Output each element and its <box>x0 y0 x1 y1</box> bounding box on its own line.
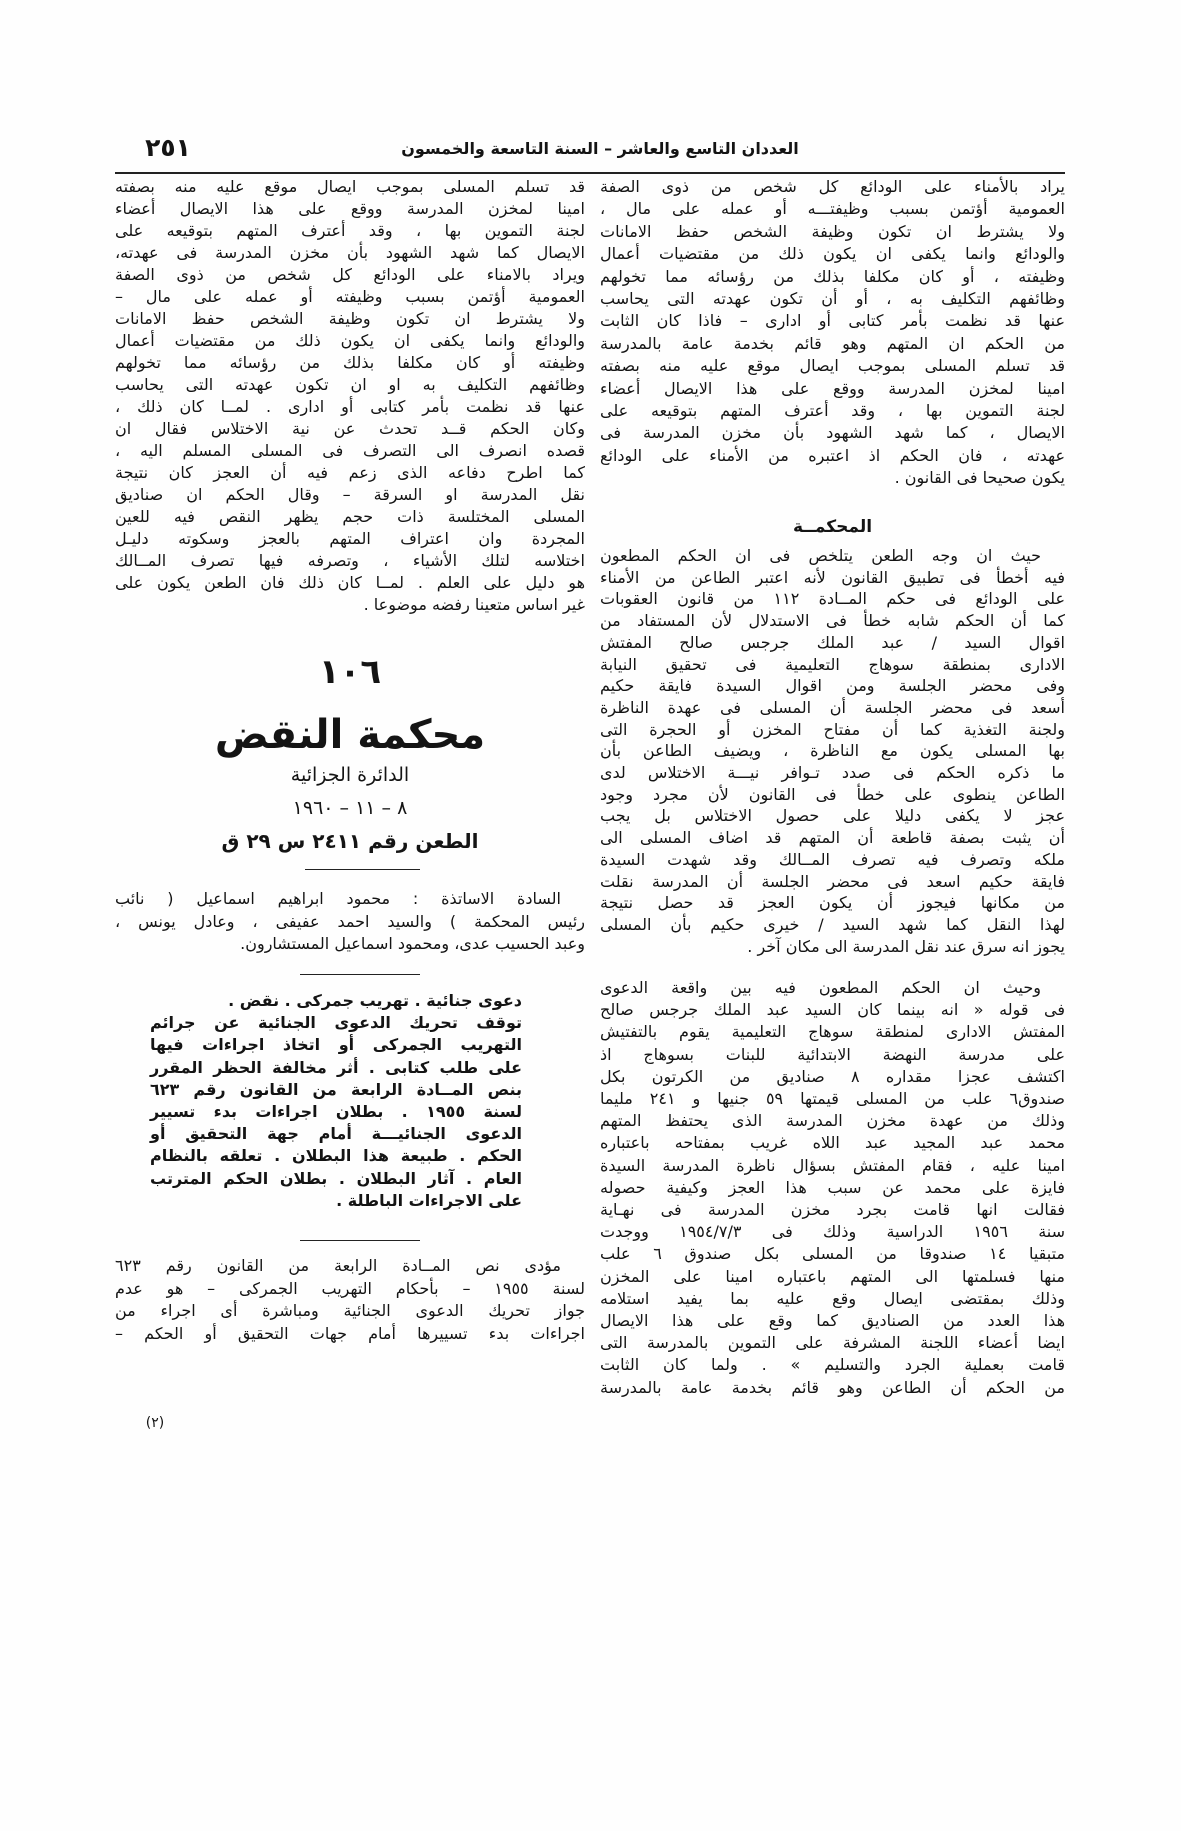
text-line: وحيث ان الحكم المطعون فيه بين واقعة الدعوى <box>600 978 1041 997</box>
text-line: الادارى بمنطقة سوهاج التعليمية فى تحقيق النيابة <box>600 654 1065 674</box>
text-line: دعوى جنائية . تهريب جمركى . نقض . <box>228 991 522 1010</box>
text-line: امينا عليه ، فقام المفتش بسؤال ناظرة المدرسة السيدة <box>600 1155 1065 1175</box>
text-line: عنها قد نظمت بأمر كتابى أو ادارى . لمــا كان ذلك ، <box>115 397 585 416</box>
text-line: اقوال السيد / عبد الملك جرجس صالح المفتش <box>600 632 1065 652</box>
text-line: كما أن الحكم شابه خطأ فى الاستدلال لأن المستفاد من <box>600 611 1065 631</box>
ruling-date: ٨ – ١١ – ١٩٦٠ <box>292 797 408 819</box>
page-number: ٢٥١ <box>145 133 191 162</box>
text-line: أسعد فى محضر الجلسة أن المسلى فى عهدة الناظرة <box>600 697 1065 717</box>
text-line: نقل المدرسة او السرقة – وقال الحكم ان صناديق <box>115 485 585 504</box>
text-line: غير اساس متعينا رفضه موضوعا . <box>363 595 585 614</box>
legal-principle-paragraph <box>115 1255 585 1345</box>
text-line: العام . آثار البطلان . بطلان الحكم المترتب <box>150 1168 522 1188</box>
text-line: فقالت انها قامت بجرد مخزن المدرسة فى نهـاية <box>600 1200 1065 1220</box>
text-line: فى قوله « انه بينما كان السيد عبد الملك جرجس صالح <box>600 1000 1065 1020</box>
text-line: سنة ١٩٥٦ الدراسية وذلك فى ١٩٥٤/٧/٣ ووجدت <box>600 1222 1066 1242</box>
text-line: لسنة ١٩٥٥ – بأحكام التهريب الجمركى – هو عدم <box>115 1278 586 1298</box>
text-line: السادة الاساتذة : محمود ابراهيم اسماعيل ( نائب <box>115 889 561 908</box>
text-line: عنها قد نظمت بأمر كتابى أو ادارى – فاذا كان الثابت <box>600 311 1065 331</box>
text-line: رئيس المحكمة ) والسيد احمد عفيفى ، وعادل يونس ، <box>115 911 585 931</box>
text-line: أن يثبت بصفة قاطعة أن المتهم قد اضاف المسلى الى <box>600 828 1065 848</box>
text-line: اكتشف عجزا مقداره ٨ صناديق من الكرتون بكل <box>600 1066 1065 1086</box>
text-line: يراد بالأمناء على الودائع كل شخص من ذوى الصفة <box>600 177 1065 196</box>
text-line: ولا يشترط ان تكون وظيفة الشخص حفظ الامانات <box>600 221 1065 241</box>
text-line: العمومية أؤتمن بسبب وظيفتـــه أو عمله على مال ، <box>600 199 1065 219</box>
section-heading-court: المحكمــة <box>792 517 873 537</box>
text-line: ملكه وتصرف فيه تصرف المــالك وقد شهدت السيدة <box>600 849 1065 869</box>
text-line: توقف تحريك الدعوى الجنائية عن جرائم <box>150 1013 522 1033</box>
text-line: الطاعن ينطوى على خطأ فى القانون لأن مجرد وجود <box>600 784 1065 804</box>
text-line: من الحكم ان المتهم وهو قائم بخدمة عامة بالمدرسة <box>600 333 1065 353</box>
text-line: ولا يشترط ان تكون وظيفة الشخص حفظ الامانات <box>115 309 585 328</box>
text-line: وظائفهم التكليف به ، أو أن تكون عهدته التى يحاسب <box>600 289 1065 309</box>
text-line: اجراءات بدء تسييرها أمام جهات التحقيق أو الحكم – <box>115 1323 585 1343</box>
text-line: المجردة وان اعتراف المتهم بالعجز وسكوته دليـل <box>115 529 585 548</box>
court-name-title: محكمة النقض <box>214 712 486 758</box>
text-line: على طلب كتابى . أثر مخالفة الحظر المقرر <box>150 1057 522 1077</box>
text-line: فايزة على محمد عن سبب هذا العجز وكيفية حصوله <box>600 1177 1065 1197</box>
text-line: وظائفهم التكليف به او ان تكون عهدته التى يحاسب <box>115 375 585 394</box>
text-line: وذلك من عهدة مخزن المدرسة الذى يحتفظ المتهم <box>600 1111 1065 1131</box>
text-line: يجوز انه سرق عند نقل المدرسة الى مكان آخر . <box>747 936 1065 956</box>
text-line: منها فسلمتها الى المتهم باعتباره امينا على المخزن <box>600 1266 1065 1286</box>
text-line: وظيفته ، أو كان مكلفا بذلك من رؤسائه مما تخولهم <box>600 266 1065 286</box>
text-line: الايصال كما شهد الشهود بأن مخزن المدرسة فى عهدته، <box>115 243 585 262</box>
text-line: والودائع وانما يكفى ان يكون ذلك من مقتضيات أعمال <box>600 244 1065 264</box>
text-line: عجز لا يكفى دليلا على حصول الاختلاس بل يجب <box>600 806 1065 826</box>
text-line: وفى محضر الجلسة ومن اقوال السيدة فايقة حكيم <box>600 676 1065 696</box>
left-column-paragraph-1 <box>115 176 585 616</box>
text-line: هذا العدد من الصناديق كما وقع على هذا الايصال <box>600 1311 1065 1331</box>
headnote-summary <box>150 990 522 1212</box>
text-line: من الحكم أن الطاعن وهو قائم بخدمة عامة بالمدرسة <box>600 1377 1065 1397</box>
right-column-paragraph-2 <box>600 545 1065 957</box>
text-line: من مكانها فيجوز أن يكون العجز قد حصل نتيجة <box>600 893 1065 913</box>
section-divider <box>300 974 420 975</box>
text-line: جواز تحريك الدعوى الجنائية ومباشرة أى اجراء من <box>115 1301 585 1320</box>
text-line: على الودائع فى حكم المــادة ١١٢ من قانون العقوبات <box>600 589 1065 609</box>
text-line: لسنة ١٩٥٥ . بطلان اجراءات بدء تسيير <box>150 1102 522 1122</box>
text-line: وعبد الحسيب عدى، ومحمود اسماعيل المستشارون. <box>240 934 585 953</box>
text-line: صندوق٦ علب من المسلى قيمتها ٥٩ جنيها و ٢٤١ مليما <box>600 1089 1066 1109</box>
text-line: قصده انصرف الى التصرف فى المسلى المسلم اليه ، <box>115 441 585 460</box>
running-header-title: العددان التاسع والعاشر – السنة التاسعة والخمسون <box>401 139 799 158</box>
text-line: وظيفته أو كان مكلفا بذلك من رؤسائه مما تخولهم <box>115 353 585 372</box>
text-line: امينا لمخزن المدرسة ووقع على هذا الايصال أعضاء <box>115 199 585 218</box>
text-line: مؤدى نص المــادة الرابعة من القانون رقم ٦٢٣ <box>115 1256 561 1275</box>
text-line: على مدرسة النهضة الابتدائية للبنات بسوهاج اذ <box>600 1044 1065 1064</box>
text-line: الحكم . طبيعة هذا البطلان . تعلقه بالنظام <box>150 1146 522 1166</box>
text-line: ولجنة التغذية كما أن مفتاح المخزن أو الحجرة التى <box>600 719 1065 739</box>
text-line: وكان الحكم قــد تحدث عن نية الاختلاس فقال ان <box>115 419 585 438</box>
text-line: الايصال ، كما شهد الشهود بأن مخزن المدرسة فى <box>600 423 1065 443</box>
ruling-number: ١٠٦ <box>318 652 382 692</box>
text-line: بنص المــادة الرابعة من القانون رقم ٦٢٣ <box>150 1079 522 1099</box>
court-division: الدائرة الجزائية <box>290 764 410 786</box>
text-line: عهدته ، فان الحكم اذ اعتبره من الأمناء على الودائع <box>600 445 1065 465</box>
text-line: كما اطرح دفاعه الذى زعم فيه أن العجز كان نتيجة <box>115 463 585 482</box>
text-line: الدعوى الجنائيـــة أمام جهة التحقيق أو <box>150 1124 522 1144</box>
text-line: حيث ان وجه الطعن يتلخص فى ان الحكم المطعون <box>600 546 1041 565</box>
text-line: قد تسلم المسلى بموجب ايصال موقع عليه منه بصفته <box>600 356 1065 376</box>
text-line: لهذا النقل كما شهد السيد / خيرى حكيم بأن المسلى <box>600 914 1065 934</box>
judges-panel <box>115 888 585 956</box>
text-line: ويراد بالامناء على الودائع كل شخص من ذوى الصفة <box>115 265 585 284</box>
section-divider <box>305 869 420 870</box>
header-rule <box>115 172 1065 174</box>
text-line: المفتش الادارى لمنطقة سوهاج التعليمية يقوم بالتفتيش <box>600 1022 1065 1042</box>
appeal-reference: الطعن رقم ٢٤١١ س ٢٩ ق <box>221 829 479 853</box>
text-line: لجنة التموين بها ، وقد أعترف المتهم بتوقيعه على <box>600 401 1065 421</box>
text-line: قامت بعملية الجرد والتسليم » . ولما كان الثابت <box>600 1355 1065 1375</box>
text-line: ما ذكره الحكم فى صدد تـوافر نيـــة الاختلاس لدى <box>600 763 1065 783</box>
text-line: اختلاسه لتلك الأشياء ، وتصرفه فيها تصرف المــالك <box>115 551 585 570</box>
right-column-paragraph-1 <box>600 176 1065 490</box>
text-line: لجنة التموين بها ، وقد أعترف المتهم بتوقيعه على <box>115 221 585 240</box>
text-line: وذلك بمقتضى ايصال وقع عليه بما يفيد استلامه <box>600 1288 1065 1308</box>
text-line: يكون صحيحا فى القانون . <box>894 468 1065 488</box>
text-line: العمومية أؤتمن بسبب وظيفته أو عمله على مال – <box>115 287 585 306</box>
text-line: قد تسلم المسلى بموجب ايصال موقع عليه منه بصفته <box>115 177 585 196</box>
text-line: امينا لمخزن المدرسة ووقع على هذا الايصال أعضاء <box>600 378 1065 398</box>
text-line: المسلى المختلسة ذات حجم يظهر النقص فيه للعين <box>115 507 585 526</box>
text-line: فيه أخطأ فى تطبيق القانون لأنه اعتبر الطاعن من الأمناء <box>600 567 1065 587</box>
text-line: محمد عبد المجيد عبد اللاه غريب بمفتاحه باعتباره <box>600 1133 1065 1153</box>
text-line: والودائع وانما يكفى ان يكون ذلك من مقتضيات أعمال <box>115 331 585 350</box>
text-line: متبقيا ١٤ صندوقا من المسلى بكل صندوق ٦ علب <box>600 1244 1066 1264</box>
right-column-paragraph-3 <box>600 977 1065 1399</box>
text-line: فايقة حكيم اسعد فى محضر الجلسة أن المدرسة نقلت <box>600 871 1065 891</box>
footer-signature-mark: (٢) <box>145 1415 165 1431</box>
text-line: بها المسلى يكون مع الناظرة ، ويضيف الطاعن بأن <box>600 741 1065 761</box>
text-line: على الاجراءات الباطلة . <box>336 1190 522 1210</box>
text-line: التهريب الجمركى أو اتخاذ اجراءات فيها <box>150 1035 522 1055</box>
section-divider <box>300 1240 420 1241</box>
text-line: ايضا أعضاء اللجنة المشرفة على التموين بالمدرسة التى <box>600 1333 1065 1353</box>
text-line: هو دليل على العلم . لمــا كان ذلك فان الطعن يكون على <box>115 573 585 592</box>
